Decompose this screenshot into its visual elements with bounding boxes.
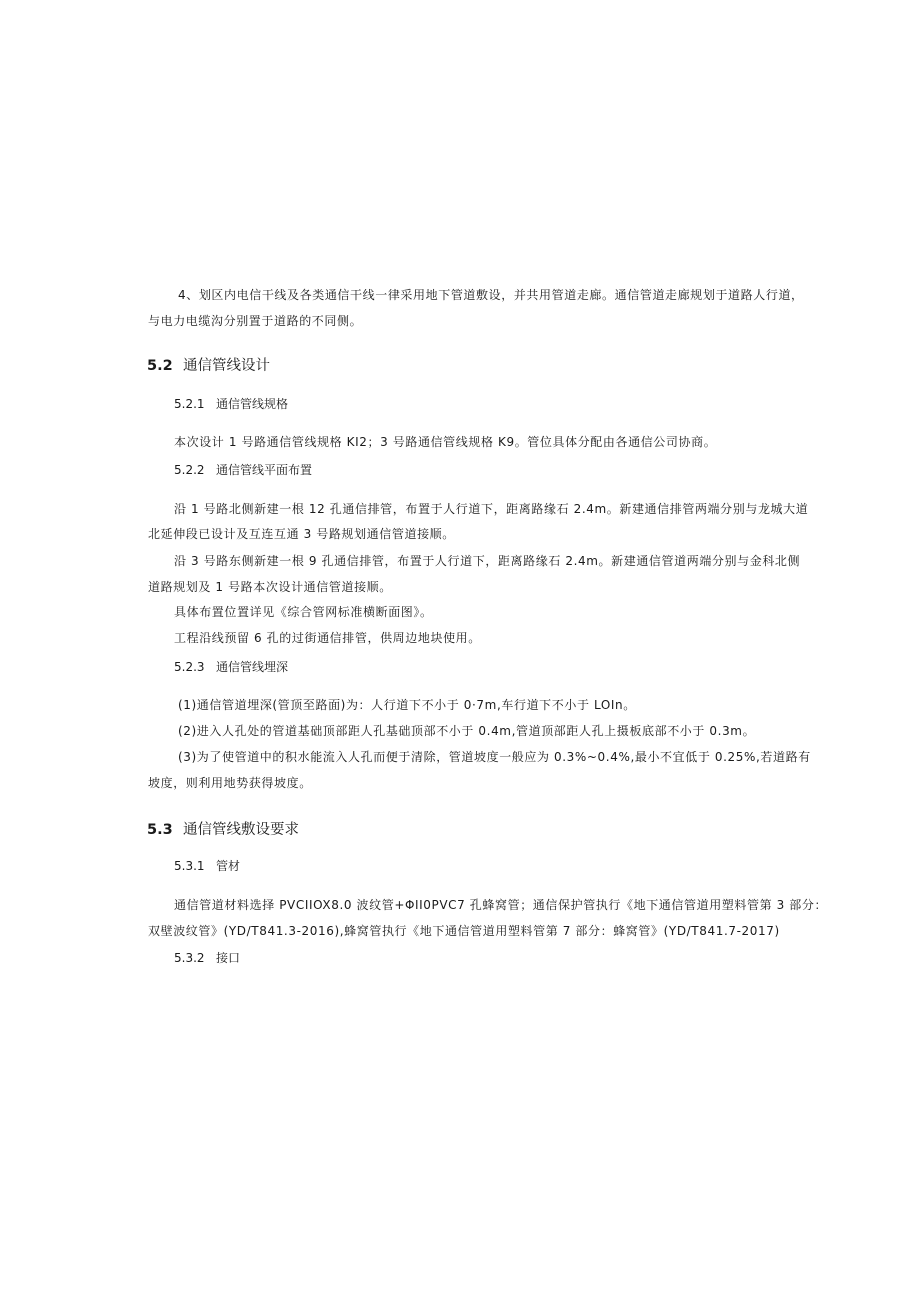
paragraph-5-2-1: 本次设计 1 号路通信管线规格 KI2；3 号路通信管线规格 K9。管位具体分配由各通信公司协商。	[174, 435, 717, 449]
subsection-heading-5-2-3	[174, 659, 288, 675]
paragraph-5-2-3-item3-line1: (3)为了使管道中的积水能流入人孔而便于清除，管道坡度一般应为 0.3%~0.4%,最小不宜低于 0.25%,若道路有	[178, 750, 811, 764]
subsection-number: 5.2.2	[174, 463, 205, 477]
paragraph-5-2-2-line1: 沿 1 号路北侧新建一根 12 孔通信排管，布置于人行道下，距离路缘石 2.4m。新建通信排管两端分别与龙城大道	[174, 502, 809, 516]
subsection-heading-5-2-2	[174, 462, 312, 478]
paragraph-5-3-1-line2: 双壁波纹管》(YD/T841.3-2016),蜂窝管执行《地下通信管道用塑料管第 7 部分：蜂窝管》(YD/T841.7-2017)	[148, 924, 780, 938]
subsection-title: 管材	[216, 859, 241, 873]
section-title: 通信管线敷设要求	[183, 822, 299, 838]
paragraph-5-2-2-line6: 工程沿线预留 6 孔的过街通信排管，供周边地块使用。	[174, 631, 481, 645]
subsection-title: 通信管线规格	[216, 397, 289, 411]
subsection-title: 接口	[216, 951, 241, 965]
subsection-number: 5.3.1	[174, 859, 205, 873]
subsection-title: 通信管线平面布置	[216, 463, 313, 477]
paragraph-item4-line2: 与电力电缆沟分别置于道路的不同侧。	[148, 314, 363, 328]
subsection-heading-5-3-2	[174, 950, 240, 966]
paragraph-5-2-3-item2: (2)进入人孔处的管道基础顶部距人孔基础顶部不小于 0.4m,管道顶部距人孔上摄板底部不小于 0.3m。	[178, 724, 756, 738]
section-title: 通信管线设计	[183, 358, 270, 374]
paragraph-5-2-2-line4: 道路规划及 1 号路本次设计通信管道接顺。	[148, 580, 392, 594]
subsection-number: 5.2.1	[174, 397, 205, 411]
paragraph-5-2-2-line3: 沿 3 号路东侧新建一根 9 孔通信排管，布置于人行道下，距离路缘石 2.4m。新建通信管道两端分别与金科北侧	[174, 554, 801, 568]
subsection-heading-5-2-1	[174, 396, 288, 412]
paragraph-5-2-3-item3-line2: 坡度，则利用地势获得坡度。	[148, 776, 312, 790]
section-heading-5-2	[147, 357, 270, 375]
section-number: 5.2	[147, 358, 173, 374]
paragraph-5-3-1-line1: 通信管道材料选择 PVCIIOX8.0 波纹管+ΦII0PVC7 孔蜂窝管；通信保护管执行《地下通信管道用塑料管第 3 部分：	[174, 898, 828, 912]
section-number: 5.3	[147, 822, 173, 838]
paragraph-5-2-2-line2: 北延伸段已设计及互连互通 3 号路规划通信管道接顺。	[148, 527, 455, 541]
subsection-title: 通信管线埋深	[216, 660, 289, 674]
subsection-number: 5.2.3	[174, 660, 205, 674]
paragraph-item4-line1: 4、划区内电信干线及各类通信干线一律采用地下管道敷设，并共用管道走廊。通信管道走廊规划于道路人行道，	[178, 288, 804, 302]
subsection-heading-5-3-1	[174, 858, 240, 874]
section-heading-5-3	[147, 821, 299, 839]
subsection-number: 5.3.2	[174, 951, 205, 965]
paragraph-5-2-2-line5: 具体布置位置详见《综合管网标准横断面图》。	[174, 605, 433, 619]
paragraph-5-2-3-item1: (1)通信管道埋深(管顶至路面)为：人行道下不小于 0·7m,车行道下不小于 LOIn。	[178, 698, 636, 712]
